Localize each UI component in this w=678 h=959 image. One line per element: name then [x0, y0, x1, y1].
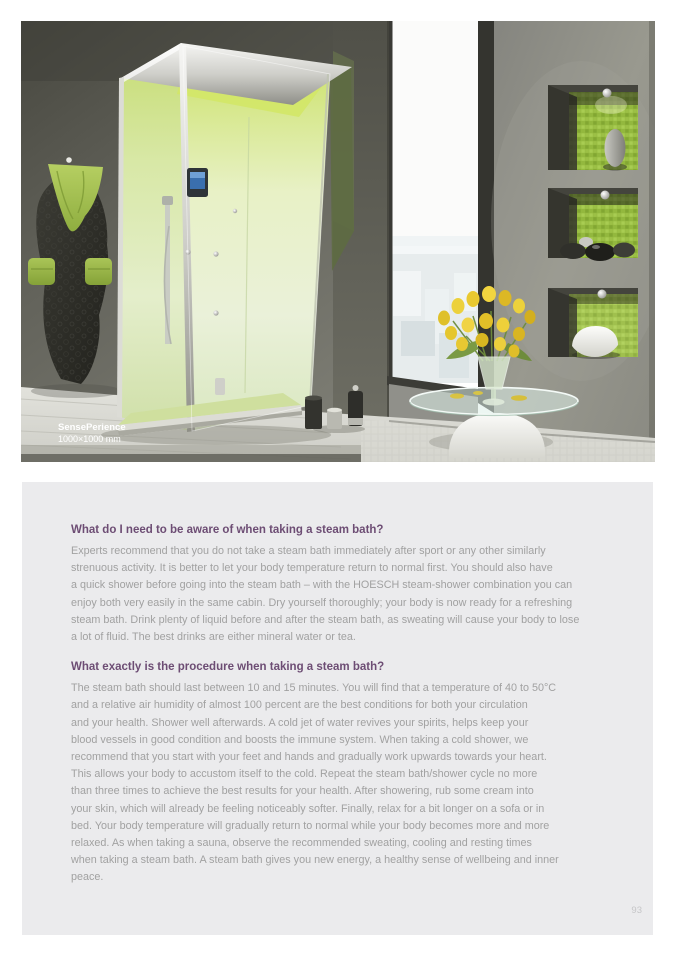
wall-niche-1 [548, 85, 638, 171]
gray-vase [605, 129, 626, 167]
window-view [387, 21, 494, 436]
niche-downlight-icon [598, 290, 607, 299]
dark-stone [585, 243, 615, 261]
wall-hook-icon [66, 157, 72, 163]
niche-downlight-icon [601, 191, 610, 200]
section-body: Experts recommend that you do not take a steam bath immediately after sport or any other similarly strenuous activity. It is better to let your body temperature return to normal first. You should also have a quick shower before going into the steam bath – with the HOESCH steam-shower combination you can enjoy both very easily in the same cabin. Dry yourself thoroughly; your body is now ready for a refreshing steam bath. Drink plenty of liquid before and after the steam bath, as sweating will cause your body to lose a lot of fluid. The best drinks are either mineral water or tea. [71, 545, 580, 644]
jet-nozzle-icon [213, 310, 218, 315]
caption-dimensions: 1000×1000 mm [58, 434, 121, 444]
dark-stone [613, 243, 635, 258]
robe-green-cuff [28, 258, 55, 285]
wall-niche-3 [548, 288, 638, 359]
dark-stone [560, 243, 586, 259]
cabin-left-glass [119, 46, 191, 431]
faq-section-awareness [71, 523, 615, 646]
product-photo [21, 21, 655, 462]
caption-product-name: SensePerience [58, 422, 126, 433]
door-hinge [215, 378, 225, 395]
niche-downlight-icon [603, 89, 612, 98]
section-heading: What do I need to be aware of when taking a steam bath? [71, 524, 384, 536]
wall-niche-2 [548, 188, 638, 261]
robe-green-cuff [85, 258, 112, 285]
section-body: The steam bath should last between 10 and 15 minutes. You will find that a temperature of 40 to 50°C and a relative air humidity of almost 100 percent are the best conditions for both your circulation and your health. Shower well afterwards. A cold jet of water revives your spirits, helps keep your blood vessels in good condition and boosts the immune system. When taking a cold shower, we recommend that you start with your feet and hands and gradually work upwards towards your heart. This allows your body to accustom itself to the cold. Repeat the steam bath/shower cycle no more than three times to achieve the best results for your health. After showering, rub some cream into your skin, which will already be feeling noticeably softer. Finally, relax for a bit longer on a sofa or in bed. Your body temperature will gradually return to normal while your body becomes more and more relaxed. As when taking a sauna, observe the recommended sweating, cooling and resting times when taking a steam bath. A steam bath gives you new energy, a healthy sense of wellbeing and inner peace. [71, 682, 559, 884]
bathroom-scene-illustration [21, 21, 655, 462]
fallen-petal [450, 393, 464, 398]
fallen-petal [473, 391, 483, 395]
text-panel [22, 482, 653, 935]
page-number: 93 [631, 905, 642, 916]
fallen-petal [511, 395, 527, 401]
section-heading: What exactly is the procedure when taking a steam bath? [71, 661, 385, 674]
jet-nozzle-icon [213, 251, 218, 256]
faq-section-procedure [71, 660, 615, 886]
control-panel [187, 168, 208, 197]
jet-nozzle-icon [233, 209, 237, 213]
